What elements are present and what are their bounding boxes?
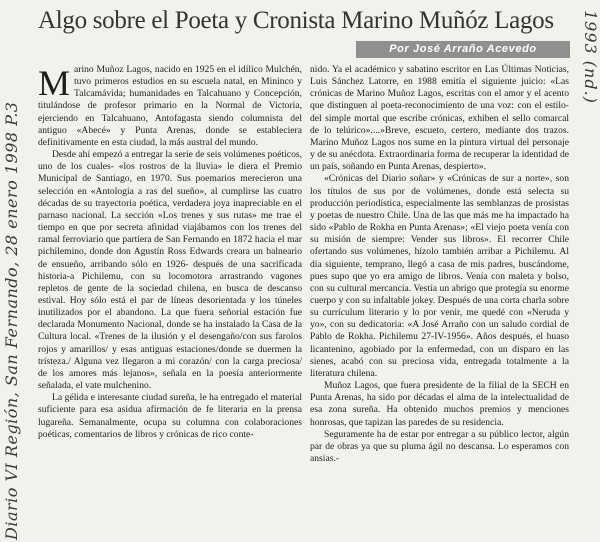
paragraph: Seguramente ha de estar por entregar a su público lector, algún par de obras ya que su pluma ágil no descansa. Lo esperamos con ansias.- xyxy=(310,428,569,464)
paragraph: Desde ahí empezó a entregar la serie de seis volúmenes poéticos, uno de los cuales- «los rostros de la lluvia» le diera el Premio Municipal de Santiago, en 1970. Sus poemarios merecieron una selección en «Antología a ras del sueño», al cumplirse las cuatro décadas de su trayectoria poética, verdadera joya inapreciable en el parnaso nacional. La sección «Los trenes y sus rutas» me trae el tiempo en que por secreta afinidad viajábamos con los trenes del ramal ferroviario que partiera de San Fernando en 1872 hacia el mar pichilemino, donde don Agustín Ross Edwards creara un balneario de ensueño, arribando sólo en 1926- después de una sacrificada historia-a Pichilemu, con su locomotora arrastrando vagones repletos de gente de la sociedad chilena, en busca de descanso estival. Hoy sólo está el par de líneas desorientada y los túneles inutilizados por el abandono. La que fuera señorial estación fue declarada Monumento Nacional, donde se ha instalado la Casa de la Cultura local. «Trenes de la ilusión y el desengaño/con sus farolos rojos y amarillos/ y esas antiguas estaciones/donde se duermen la tristeza./ Alguna vez llegaron a mi corazón/ con la carga preciosa/ de los amores más lejanos», señala en la poesía anteriormente señalada, el vate mulchenino. xyxy=(38,149,302,392)
article-title: Algo sobre el Poeta y Cronista Marino Muñóz Lagos xyxy=(38,7,554,34)
left-column xyxy=(38,64,302,441)
paragraph xyxy=(38,64,302,149)
handwritten-year-note-container xyxy=(574,10,600,520)
handwritten-source-note: Diario VI Región, San Fernando, 28 enero 1998 P.3 xyxy=(2,101,21,540)
byline-bar xyxy=(356,41,570,58)
paragraph: Muñoz Lagos, que fuera presidente de la filial de la SECH en Punta Arenas, ha sido por décadas el alma de la intelectualidad de esa zona sureña. Ha obtenido muchos premios y menciones honrosas, que tapizan las paredes de su residencia. xyxy=(310,380,569,428)
handwritten-year-note: 1993 (nd.) xyxy=(581,10,600,104)
paragraph: «Crónicas del Diario soñar» y «Crónicas de sur a norte», son los títulos de sus por de volúmenes, donde está selecta su producción periodística, especialmente las semblanzas de prosistas y poetas de nuestro Chile. Una de las que más me ha impactado ha sido «Pablo de Rokha en Punta Arenas»; «El viejo poeta venía con su misión de siempre: Vender sus libros». El recorrer Chile ofertando sus volúmenes, hízolo también arribar a Pichilemu. Al día siguiente, temprano, llegó a casa de mis padres, buscándome, pues supo que yo era amigo de libros. Venía con maleta y bolso, con su cultural mercancía. Vestía un abrigo que protegía su enorme cuerpo y con su infaltable jokey. Después de una corta charla sobre su currículum literario y lo por venir, me quedé con «Neruda y yo», con su dedicatoria: «A José Arraño con un saludo cordial de Pablo de Rokha. Pichilemu 27-IV-1956». Años después, el huaso licantenino, agobiado por la enfermedad, con un disparo en las sienes, acabó con su preciosa vida, entregada totalmente a la literatura chilena. xyxy=(310,173,569,379)
byline: Por José Arraño Acevedo xyxy=(389,43,537,55)
paragraph-text: arino Muñoz Lagos, nacido en 1925 en el idílico Mulchén, tuvo primeros estudios en su escuela natal, en Mininco y Talcamávida; humanidades en Talcahuano y Concepción, titulándose de profesor primario en la Normal de Victoria, ejerciendo en Talcahuano, Antofagasta siendo columnista del antiguo «Abecé» y Punta Arenas, donde se estableciera definitivamente en esta ciudad, la más austral del mundo. xyxy=(38,64,302,148)
drop-cap: M xyxy=(38,63,71,103)
right-column xyxy=(310,64,569,465)
paragraph: La gélida e interesante ciudad sureña, le ha entregado el material suficiente para esa asidua afirmación de fe literaria en la prensa lugareña. Semanalmente, ocupa su columna con colaboraciones poéticas, comentarios de libros y crónicas de rico conte- xyxy=(38,392,302,440)
paragraph: nido. Ya el académico y sabatino escritor en Las Últimas Noticias, Luis Sánchez Latorre, en 1988 emitía el siguiente juicio: «Las crónicas de Marino Muñoz Lagos, escritas con el amor y el acento que distinguen al poeta-reconocimiento de una voz: con el estilo-del simple mortal que escribe crónicas, exhiben el sello comarcal de lo telúrico»....»Breve, escueto, certero, mediante dos trazos. Marino Muñoz Lagos nos sume en la pintura virtual del personaje y de su anécdota. Extraordinaria forma de recuperar la identidad de un país, soñando en Punta Arenas, despierto». xyxy=(310,64,569,173)
